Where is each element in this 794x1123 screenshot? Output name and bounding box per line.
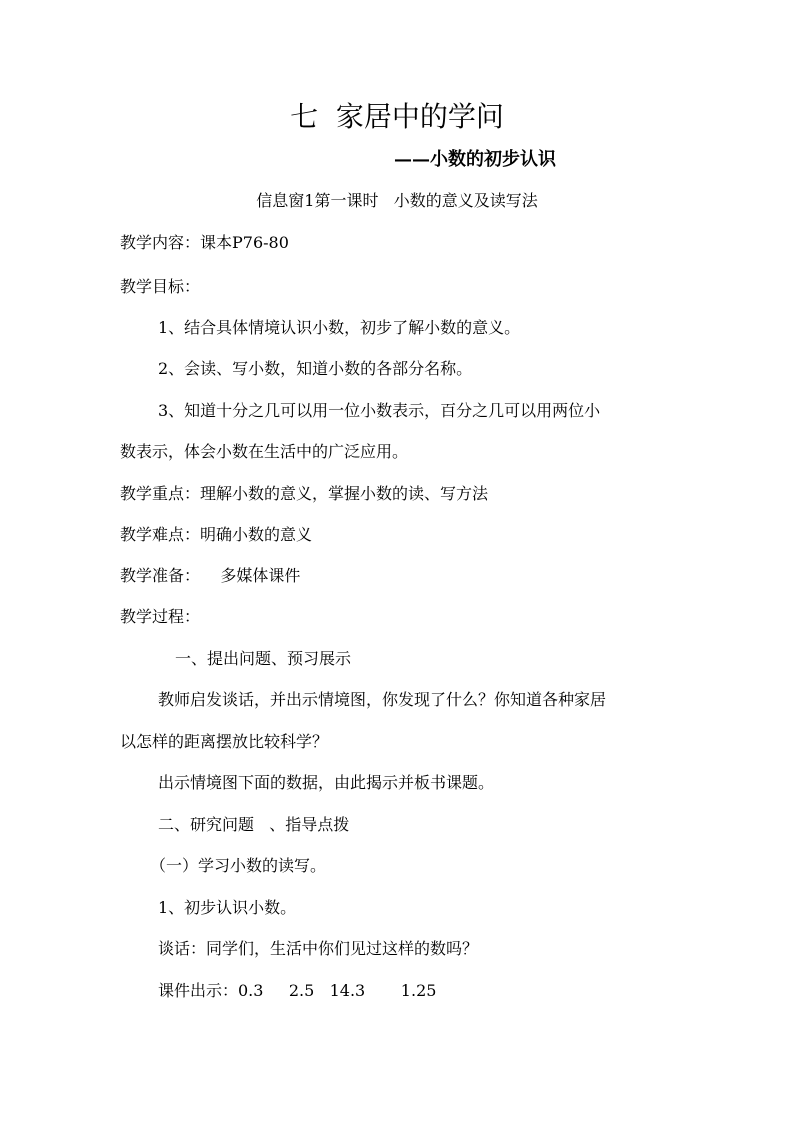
teaching-process-heading: 教学过程： (120, 607, 201, 626)
step-1-heading: 1、初步认识小数。 (158, 898, 297, 917)
courseware-display-line: 课件出示：0.3 2.5 14.3 1.25 (158, 981, 437, 1000)
section-2-heading: 二、研究问题 、指导点拨 (158, 815, 350, 834)
section-1-heading: 一、提出问题、预习展示 (175, 649, 352, 668)
teaching-objectives-heading: 教学目标： (120, 277, 201, 296)
objective-2: 2、会读、写小数，知道小数的各部分名称。 (158, 359, 473, 378)
paragraph-1-line-2: 以怎样的距离摆放比较科学？ (120, 732, 329, 751)
teaching-key-point: 教学重点：理解小数的意义，掌握小数的读、写方法 (120, 484, 489, 503)
subsection-1-heading: （一）学习小数的读写。 (150, 856, 327, 875)
teaching-preparation: 教学准备： 多媒体课件 (120, 566, 301, 585)
teaching-content: 教学内容：课本P76-80 (120, 233, 289, 252)
objective-1: 1、结合具体情境认识小数，初步了解小数的意义。 (158, 318, 521, 337)
paragraph-1-line-1: 教师启发谈话，并出示情境图，你发现了什么？你知道各种家居 (158, 690, 607, 709)
document-title: 七 家居中的学问 (290, 100, 504, 133)
document-subtitle: ——小数的初步认识 (394, 149, 556, 170)
teaching-difficulty: 教学难点：明确小数的意义 (120, 525, 313, 544)
objective-3-line-2: 数表示，体会小数在生活中的广泛应用。 (120, 442, 409, 461)
lesson-heading: 信息窗1第一课时 小数的意义及读写法 (256, 191, 538, 210)
paragraph-2: 出示情境图下面的数据，由此揭示并板书课题。 (158, 773, 495, 792)
objective-3-line-1: 3、知道十分之几可以用一位小数表示，百分之几可以用两位小 (158, 401, 601, 420)
dialogue-line: 谈话：同学们，生活中你们见过这样的数吗？ (158, 939, 479, 958)
